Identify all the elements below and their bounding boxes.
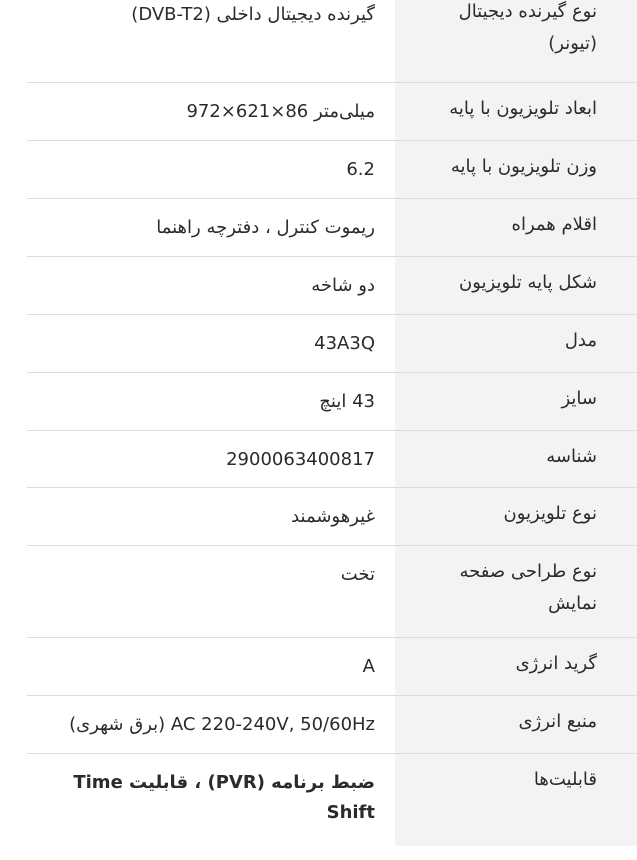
spec-label: قابلیت‌ها	[395, 754, 637, 846]
spec-value: 43A3Q	[314, 333, 375, 354]
spec-row-accessories	[0, 199, 637, 257]
spec-value: 972×621×86 میلی‌متر	[186, 101, 375, 122]
spec-row-id	[0, 431, 637, 488]
spec-label: وزن تلویزیون با پایه	[395, 141, 637, 199]
spec-label: ابعاد تلویزیون با پایه	[395, 83, 637, 141]
spec-label: شکل پایه تلویزیون	[395, 257, 637, 315]
spec-value: غیرهوشمند	[291, 506, 375, 527]
spec-label: نوع تلویزیون	[395, 488, 637, 546]
spec-label: نوع طراحی صفحه نمایش	[395, 546, 637, 638]
spec-value: 2900063400817	[226, 449, 375, 470]
spec-value: تخت	[340, 564, 375, 585]
spec-value: AC 220-240V, 50/60Hz (برق شهری)	[69, 714, 375, 735]
spec-row-power-source	[0, 696, 637, 754]
spec-label: شناسه	[395, 431, 637, 488]
spec-value: ضبط برنامه (PVR) ، قابلیت Time Shift	[73, 772, 375, 823]
spec-row-size	[0, 373, 637, 431]
spec-row-model	[0, 315, 637, 373]
spec-row-weight	[0, 141, 637, 199]
spec-value: ریموت کنترل ، دفترچه راهنما	[156, 217, 375, 238]
spec-label: نوع گیرنده دیجیتال (تیونر)	[395, 0, 637, 83]
spec-row-dimensions	[0, 83, 637, 141]
spec-label: مدل	[395, 315, 637, 373]
spec-value: 43 اینچ	[319, 391, 375, 412]
spec-label: اقلام همراه	[395, 199, 637, 257]
spec-value: دو شاخه	[311, 275, 375, 296]
spec-label: گرید انرژی	[395, 638, 637, 696]
spec-row-features	[0, 754, 637, 846]
spec-row-stand	[0, 257, 637, 315]
spec-value: 6.2	[346, 159, 375, 180]
spec-row-tv-type	[0, 488, 637, 546]
spec-value: A	[362, 656, 375, 677]
spec-label: منبع انرژی	[395, 696, 637, 754]
spec-value: گیرنده دیجیتال داخلی (DVB-T2)	[131, 4, 375, 25]
spec-row-energy-grade	[0, 638, 637, 696]
spec-label: سایز	[395, 373, 637, 431]
spec-row-screen-design	[0, 546, 637, 638]
spec-row-tuner	[0, 0, 637, 83]
